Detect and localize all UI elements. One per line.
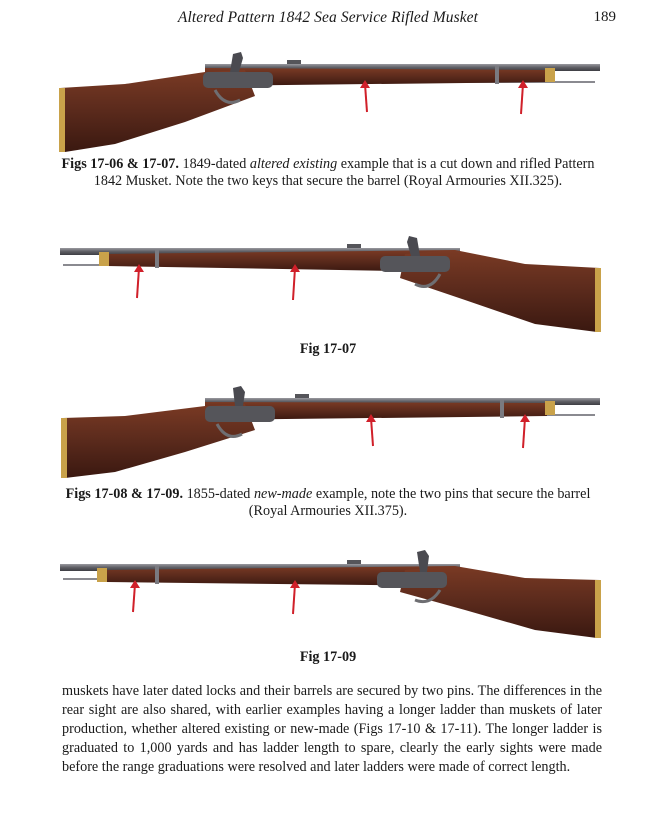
figure-17-08-musket-photo <box>55 376 605 486</box>
caption-text-2: example that is a cut down and rifled Pattern 1842 Musket. Note the two keys that secure the barrel (Royal Armouries XII.325). <box>93 156 595 189</box>
figure-label-17-07: Fig 17-07 <box>299 341 357 357</box>
caption-italic: altered existing <box>249 156 338 172</box>
musket-image-3 <box>55 376 605 486</box>
figure-17-09-musket-photo <box>55 542 605 642</box>
musket-image-1 <box>55 44 605 154</box>
caption-italic: new-made <box>253 486 313 502</box>
caption-text-1: 1855-dated <box>183 486 254 502</box>
musket-image-4 <box>55 542 605 642</box>
caption-text-1: 1849-dated <box>178 156 250 172</box>
musket-image-2 <box>55 228 605 338</box>
page-header <box>0 7 656 29</box>
figure-caption-17-06 <box>60 156 596 190</box>
figure-17-06-musket-photo <box>55 44 605 154</box>
body-paragraph: muskets have later dated locks and their barrels are secured by two pins. The differences in the rear sight are also shared, with earlier examples having a longer ladder than muskets of later production, whether altered existing or new-made (Figs 17-10 & 17-11). The longer ladder is graduated to 1,000 yards and has ladder length to spare, clearly the early sights were made before the range graduations were resolved and later ladders were made of correct length. <box>62 683 602 775</box>
figure-caption-17-08 <box>60 486 596 520</box>
running-title: Altered Pattern 1842 Sea Service Rifled Musket <box>177 9 479 26</box>
figure-17-07-musket-photo <box>55 228 605 338</box>
page-number: 189 <box>593 9 616 25</box>
caption-label: Figs 17-08 & 17-09. <box>65 486 184 502</box>
caption-text-2: example, note the two pins that secure the barrel (Royal Armouries XII.375). <box>248 486 591 519</box>
caption-label: Figs 17-06 & 17-07. <box>61 156 179 172</box>
figure-label-17-09: Fig 17-09 <box>299 649 357 665</box>
